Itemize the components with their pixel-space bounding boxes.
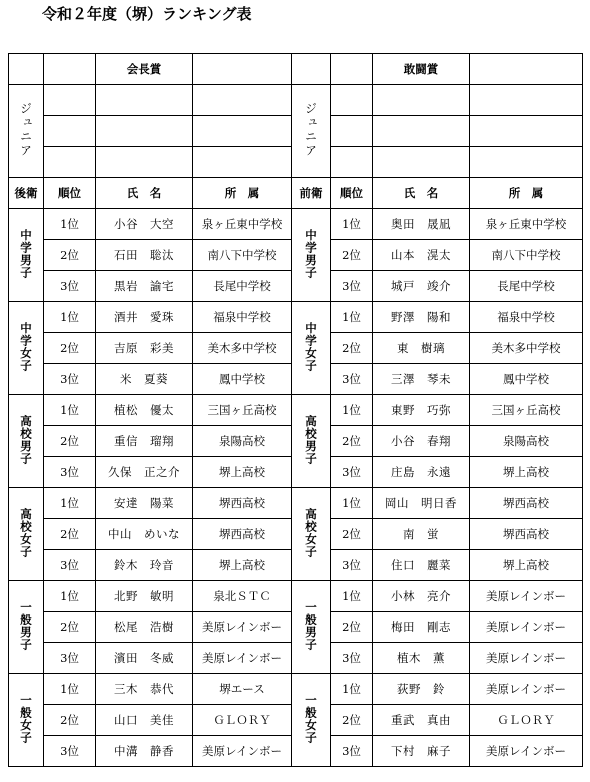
ranking-row: [9, 395, 583, 426]
player-name: 住口 麗菜: [373, 550, 470, 581]
name-header: 氏 名: [373, 178, 470, 209]
affiliation: 泉陽高校: [470, 426, 583, 457]
rank-cell: 2位: [44, 612, 96, 643]
affiliation: ＧＬＯＲＹ: [470, 705, 583, 736]
category-label: 高校男子: [19, 414, 33, 465]
category-cell-right: [292, 488, 331, 581]
affiliation: 美原レインボー: [193, 736, 292, 767]
junior-right-cell: [292, 85, 331, 178]
affiliation: ＧＬＯＲＹ: [193, 705, 292, 736]
junior-row: [9, 85, 583, 116]
affiliation: 堺上高校: [470, 457, 583, 488]
affiliation: 泉陽高校: [193, 426, 292, 457]
affiliation: 美原レインボー: [470, 674, 583, 705]
affiliation: 堺上高校: [193, 457, 292, 488]
player-name: 南 蛍: [373, 519, 470, 550]
player-name: 東野 巧弥: [373, 395, 470, 426]
rank-cell: 3位: [331, 643, 373, 674]
player-name: 東 樹璃: [373, 333, 470, 364]
affiliation: 三国ヶ丘高校: [193, 395, 292, 426]
rank-cell: 3位: [331, 364, 373, 395]
rank-cell: 1位: [331, 488, 373, 519]
category-cell-left: [9, 581, 44, 674]
junior-left-cell: [9, 85, 44, 178]
affiliation: 鳳中学校: [193, 364, 292, 395]
affiliation: 長尾中学校: [193, 271, 292, 302]
category-cell-left: [9, 395, 44, 488]
player-name: 小林 亮介: [373, 581, 470, 612]
affiliation: 美木多中学校: [470, 333, 583, 364]
affiliation: 美原レインボー: [470, 581, 583, 612]
rank-cell: 2位: [331, 426, 373, 457]
rank-cell: 3位: [44, 736, 96, 767]
category-label: 高校男子: [304, 414, 318, 465]
name-header: 氏 名: [96, 178, 193, 209]
rank-cell: 3位: [331, 457, 373, 488]
junior-left-label: ジュニア: [18, 101, 33, 158]
rank-cell: 2位: [331, 240, 373, 271]
category-label: 高校女子: [19, 507, 33, 558]
affiliation: 美原レインボー: [470, 736, 583, 767]
rank-cell: 2位: [331, 519, 373, 550]
affiliation: 美木多中学校: [193, 333, 292, 364]
category-cell-left: [9, 302, 44, 395]
player-name: 黒岩 諭宅: [96, 271, 193, 302]
player-name: 岡山 明日香: [373, 488, 470, 519]
player-name: 三澤 琴未: [373, 364, 470, 395]
affiliation: 福泉中学校: [470, 302, 583, 333]
category-label: 中学男子: [304, 228, 318, 279]
affiliation-header: 所 属: [470, 178, 583, 209]
affiliation: 泉ヶ丘東中学校: [470, 209, 583, 240]
category-cell-right: [292, 209, 331, 302]
player-name: 野澤 陽和: [373, 302, 470, 333]
player-name: 荻野 鈴: [373, 674, 470, 705]
rank-cell: 3位: [331, 271, 373, 302]
rank-cell: 2位: [331, 612, 373, 643]
affiliation: 美原レインボー: [470, 643, 583, 674]
page-title: 令和２年度（堺）ランキング表: [42, 5, 252, 23]
rank-header: 順位: [44, 178, 96, 209]
affiliation: 三国ヶ丘高校: [470, 395, 583, 426]
affiliation: 堺上高校: [193, 550, 292, 581]
affiliation: 南八下中学校: [470, 240, 583, 271]
category-label: 一般男子: [19, 600, 33, 651]
rank-cell: 2位: [331, 333, 373, 364]
category-label: 一般女子: [19, 693, 33, 744]
rank-cell: 2位: [44, 333, 96, 364]
category-label: 一般女子: [304, 693, 318, 744]
affiliation: 堺西高校: [470, 519, 583, 550]
category-cell-left: [9, 209, 44, 302]
player-name: 重信 瑠翔: [96, 426, 193, 457]
rank-cell: 1位: [44, 488, 96, 519]
rank-cell: 1位: [331, 209, 373, 240]
rank-cell: 2位: [44, 426, 96, 457]
rank-cell: 2位: [331, 705, 373, 736]
ranking-row: [9, 488, 583, 519]
category-cell-right: [292, 395, 331, 488]
player-name: 酒井 愛珠: [96, 302, 193, 333]
ranking-row: [9, 581, 583, 612]
rank-cell: 1位: [331, 674, 373, 705]
affiliation: 堺上高校: [470, 550, 583, 581]
rank-header: 順位: [331, 178, 373, 209]
affiliation: 美原レインボー: [193, 612, 292, 643]
category-label: 一般男子: [304, 600, 318, 651]
player-name: 濱田 冬威: [96, 643, 193, 674]
rank-cell: 1位: [331, 395, 373, 426]
award-header-row: [9, 54, 583, 85]
affiliation-header: 所 属: [193, 178, 292, 209]
player-name: 安達 陽菜: [96, 488, 193, 519]
rank-cell: 1位: [44, 395, 96, 426]
player-name: 梅田 剛志: [373, 612, 470, 643]
category-cell-right: [292, 581, 331, 674]
player-name: 下村 麻子: [373, 736, 470, 767]
category-label: 中学女子: [19, 321, 33, 372]
rank-cell: 2位: [44, 705, 96, 736]
ranking-row: [9, 674, 583, 705]
affiliation: 堺西高校: [193, 488, 292, 519]
player-name: 小谷 春翔: [373, 426, 470, 457]
rank-cell: 1位: [44, 581, 96, 612]
award-left-label: 会長賞: [96, 54, 193, 85]
affiliation: 長尾中学校: [470, 271, 583, 302]
affiliation: 美原レインボー: [470, 612, 583, 643]
ranking-table: [8, 53, 583, 767]
affiliation: 福泉中学校: [193, 302, 292, 333]
rank-cell: 1位: [44, 209, 96, 240]
category-cell-left: [9, 674, 44, 767]
player-name: 山口 美佳: [96, 705, 193, 736]
column-header-row: [9, 178, 583, 209]
category-cell-right: [292, 674, 331, 767]
rank-cell: 1位: [331, 581, 373, 612]
player-name: 三木 恭代: [96, 674, 193, 705]
player-name: 中山 めいな: [96, 519, 193, 550]
player-name: 久保 正之介: [96, 457, 193, 488]
affiliation: 泉ヶ丘東中学校: [193, 209, 292, 240]
affiliation: 美原レインボー: [193, 643, 292, 674]
player-name: 吉原 彩美: [96, 333, 193, 364]
player-name: 小谷 大空: [96, 209, 193, 240]
rank-cell: 1位: [44, 302, 96, 333]
rank-cell: 3位: [44, 271, 96, 302]
player-name: 中溝 静香: [96, 736, 193, 767]
category-label: 中学男子: [19, 228, 33, 279]
player-name: 奥田 晟凪: [373, 209, 470, 240]
player-name: 山本 滉太: [373, 240, 470, 271]
category-label: 高校女子: [304, 507, 318, 558]
player-name: 石田 聡汰: [96, 240, 193, 271]
category-cell-right: [292, 302, 331, 395]
rank-cell: 2位: [44, 240, 96, 271]
affiliation: 泉北ＳＴＣ: [193, 581, 292, 612]
rank-cell: 2位: [44, 519, 96, 550]
player-name: 城戸 竣介: [373, 271, 470, 302]
rank-cell: 1位: [44, 674, 96, 705]
player-name: 鈴木 玲音: [96, 550, 193, 581]
affiliation: 南八下中学校: [193, 240, 292, 271]
rank-cell: 3位: [44, 364, 96, 395]
player-name: 松尾 浩樹: [96, 612, 193, 643]
player-name: 重武 真由: [373, 705, 470, 736]
ranking-row: [9, 209, 583, 240]
rank-cell: 3位: [44, 643, 96, 674]
award-right-label: 敢闘賞: [373, 54, 470, 85]
junior-right-label: ジュニア: [303, 101, 318, 158]
player-name: 植松 優太: [96, 395, 193, 426]
affiliation: 堺西高校: [193, 519, 292, 550]
rank-cell: 3位: [44, 457, 96, 488]
rank-cell: 1位: [331, 302, 373, 333]
category-cell-left: [9, 488, 44, 581]
player-name: 植木 薫: [373, 643, 470, 674]
affiliation: 堺エース: [193, 674, 292, 705]
left-position-header: 後衛: [9, 178, 44, 209]
player-name: 北野 敏明: [96, 581, 193, 612]
category-label: 中学女子: [304, 321, 318, 372]
affiliation: 鳳中学校: [470, 364, 583, 395]
player-name: 米 夏葵: [96, 364, 193, 395]
rank-cell: 3位: [331, 736, 373, 767]
affiliation: 堺西高校: [470, 488, 583, 519]
rank-cell: 3位: [331, 550, 373, 581]
player-name: 庄島 永遠: [373, 457, 470, 488]
ranking-row: [9, 302, 583, 333]
right-position-header: 前衛: [292, 178, 331, 209]
rank-cell: 3位: [44, 550, 96, 581]
